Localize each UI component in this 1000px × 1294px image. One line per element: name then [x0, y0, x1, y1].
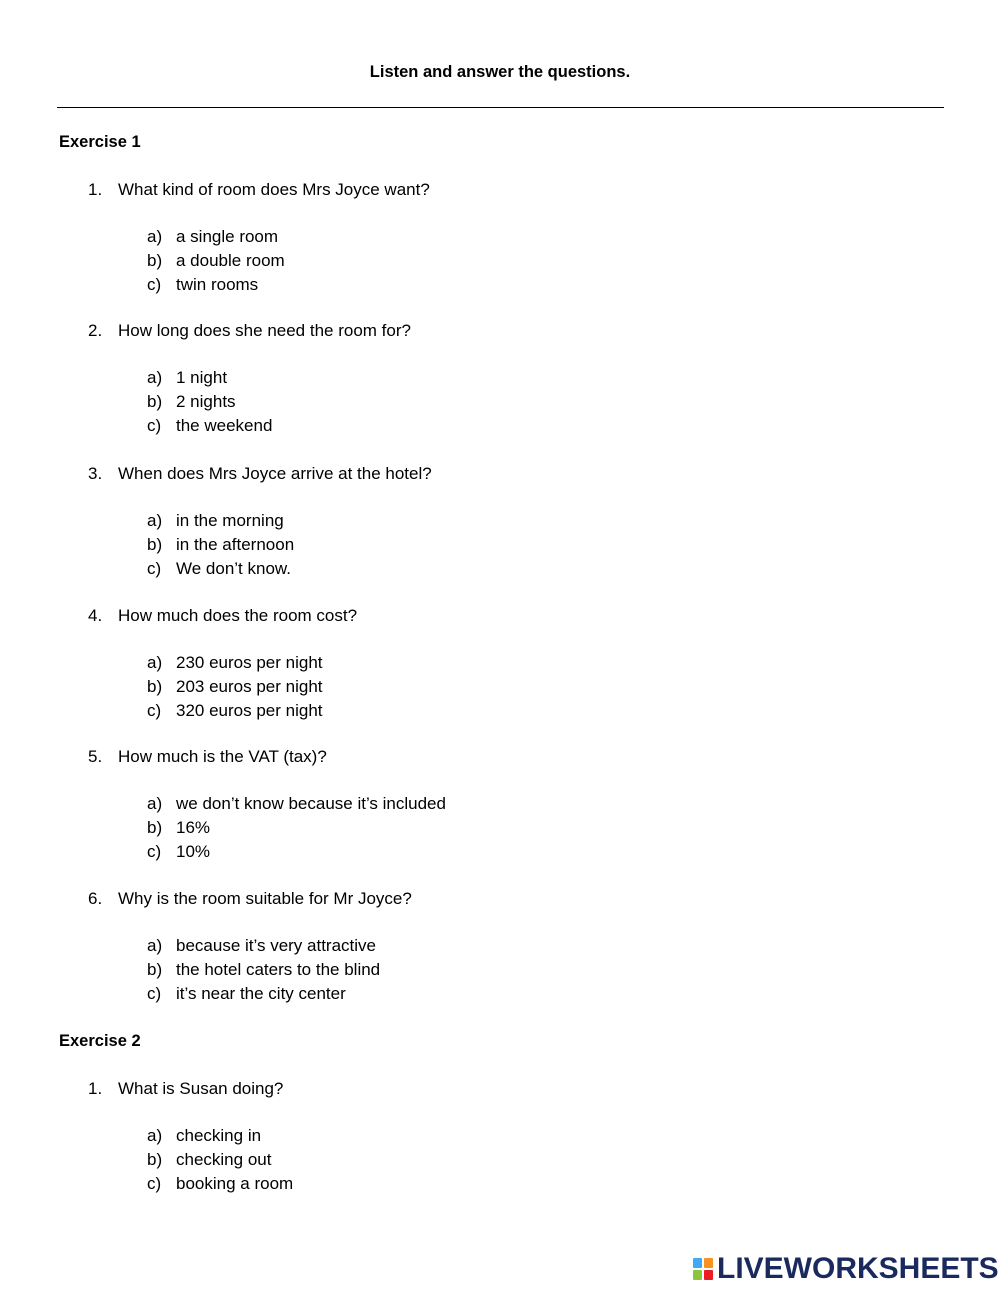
logo-mark-icon: [693, 1258, 713, 1280]
logo-square-3: [693, 1270, 702, 1280]
option-letter: b): [147, 1150, 163, 1169]
option-letter: c): [147, 275, 162, 294]
option-letter: b): [147, 535, 163, 554]
liveworksheets-logo: [693, 1252, 999, 1286]
option-text: checking out: [176, 1150, 272, 1169]
option-letter: c): [147, 984, 162, 1003]
question-text: When does Mrs Joyce arrive at the hotel?: [118, 464, 432, 483]
option-letter: b): [147, 251, 163, 270]
option-letter: c): [147, 1174, 162, 1193]
option-letter: a): [147, 368, 163, 387]
option-text: 2 nights: [176, 392, 236, 411]
logo-square-2: [704, 1258, 713, 1268]
question-number: 5.: [88, 747, 103, 766]
option-text: 10%: [176, 842, 211, 861]
option-text: it’s near the city center: [176, 984, 346, 1003]
logo-square-1: [693, 1258, 702, 1268]
question-text: What kind of room does Mrs Joyce want?: [118, 180, 430, 199]
option-text: We don’t know.: [176, 559, 291, 578]
question-text: How much is the VAT (tax)?: [118, 747, 327, 766]
option-letter: a): [147, 936, 163, 955]
question-text: How long does she need the room for?: [118, 321, 411, 340]
option-letter: c): [147, 416, 162, 435]
option-letter: b): [147, 392, 163, 411]
question-number: 2.: [88, 321, 103, 340]
title-divider: [57, 107, 944, 108]
question-number: 1.: [88, 180, 103, 199]
question-number: 4.: [88, 606, 103, 625]
exercise-heading: Exercise 2: [59, 1032, 141, 1050]
option-text: a single room: [176, 227, 279, 246]
option-text: 203 euros per night: [176, 677, 323, 696]
option-text: 230 euros per night: [176, 653, 323, 672]
option-text: in the afternoon: [176, 535, 295, 554]
option-letter: a): [147, 511, 163, 530]
question-text: Why is the room suitable for Mr Joyce?: [118, 889, 412, 908]
question-number: 1.: [88, 1079, 103, 1098]
option-letter: c): [147, 701, 162, 720]
option-text: checking in: [176, 1126, 262, 1145]
option-letter: a): [147, 653, 163, 672]
question-text: What is Susan doing?: [118, 1079, 284, 1098]
option-text: twin rooms: [176, 275, 259, 294]
question-number: 6.: [88, 889, 103, 908]
option-text: in the morning: [176, 511, 284, 530]
option-letter: a): [147, 794, 163, 813]
option-text: we don’t know because it’s included: [176, 794, 446, 813]
page-title: Listen and answer the questions.: [369, 63, 631, 81]
logo-square-4: [704, 1270, 713, 1280]
option-text: 1 night: [176, 368, 228, 387]
option-text: 16%: [176, 818, 211, 837]
logo-text: LIVEWORKSHEETS: [717, 1252, 999, 1285]
option-letter: b): [147, 818, 163, 837]
option-text: 320 euros per night: [176, 701, 323, 720]
question-text: How much does the room cost?: [118, 606, 358, 625]
question-number: 3.: [88, 464, 103, 483]
option-text: the weekend: [176, 416, 273, 435]
option-letter: a): [147, 1126, 163, 1145]
option-letter: b): [147, 677, 163, 696]
exercise-heading: Exercise 1: [59, 133, 141, 151]
option-letter: a): [147, 227, 163, 246]
option-letter: b): [147, 960, 163, 979]
option-letter: c): [147, 842, 162, 861]
option-text: because it’s very attractive: [176, 936, 376, 955]
option-text: the hotel caters to the blind: [176, 960, 381, 979]
option-letter: c): [147, 559, 162, 578]
option-text: booking a room: [176, 1174, 294, 1193]
option-text: a double room: [176, 251, 285, 270]
